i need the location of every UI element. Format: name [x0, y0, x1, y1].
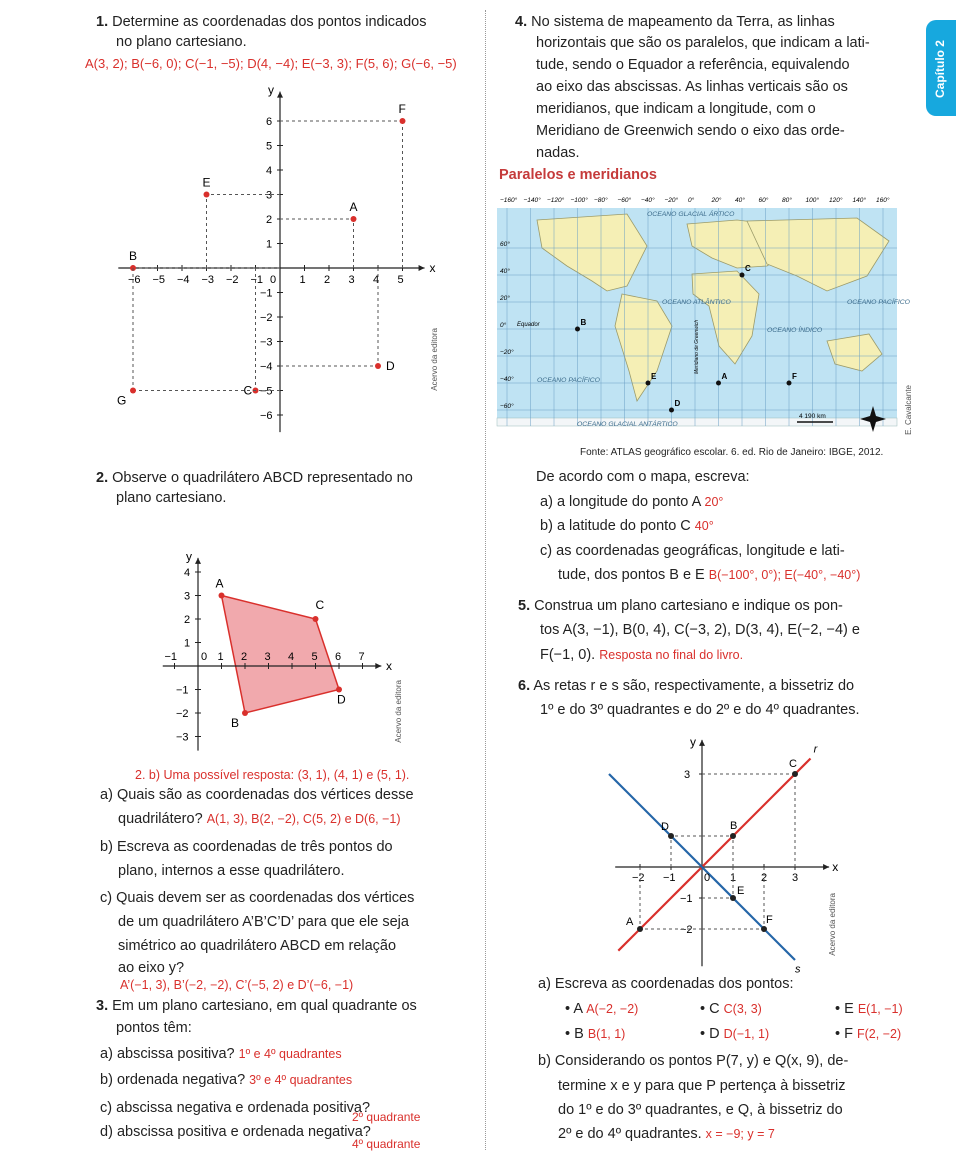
q3-d-letter: d) — [100, 1124, 113, 1140]
y-tick-label: 4 — [184, 567, 191, 579]
quadrilateral-abcd — [222, 596, 340, 714]
q2-b-line2: plano, internos a esse quadrilátero. — [118, 863, 345, 879]
longitude-label: 0° — [688, 197, 695, 204]
q6-b-line4: 2º e do 4º quadrantes. — [558, 1126, 702, 1142]
map-point-B — [575, 327, 580, 332]
q6-b-answer: x = −9; y = 7 — [705, 1127, 775, 1141]
ocean-label: OCEANO GLACIAL ANTÁRTICO — [577, 421, 678, 428]
latitude-label: 20° — [500, 295, 510, 302]
greenwich-label: Meridiano de Greenwich — [694, 319, 700, 374]
line-r-label: r — [813, 743, 818, 756]
point-F — [400, 118, 406, 124]
longitude-label: 160° — [876, 197, 890, 204]
vertex-label-A: A — [215, 576, 224, 591]
chapter-tab-label: Capítulo 2 — [933, 40, 947, 99]
q2-credit: Acervo da editora — [394, 680, 403, 743]
point-B — [730, 833, 736, 839]
q3-c-text: abscissa negativa e ordenada positiva? — [116, 1100, 371, 1116]
q3-a-answer: 1º e 4º quadrantes — [238, 1047, 342, 1061]
q6-a-answer-C: C(3, 3) — [723, 1002, 762, 1016]
x-arrow — [823, 864, 829, 870]
q6-b-line4-wrap — [558, 1124, 775, 1144]
y-tick-label: −4 — [260, 361, 273, 373]
point-A — [351, 216, 357, 222]
point-label-B: B — [730, 820, 738, 832]
point-label-C: C — [243, 383, 253, 398]
x-tick-label: −1 — [164, 651, 178, 663]
y-tick-label: −1 — [680, 893, 693, 905]
point-label-D: D — [661, 821, 669, 833]
map-point-label-E: E — [651, 372, 657, 381]
map-title: Paralelos e meridianos — [499, 167, 657, 183]
y-tick-label: −2 — [176, 708, 189, 720]
longitude-label: 60° — [758, 197, 769, 204]
column-divider — [485, 10, 486, 1150]
q6-b-line1: b) Considerando os pontos P(7, y) e Q(x, 9), de- — [538, 1053, 849, 1069]
point-E — [204, 192, 210, 198]
q6-line1: As retas r e s são, respectivamente, a bissetriz do — [533, 678, 855, 694]
q3-number: 3. — [96, 998, 109, 1014]
q3-item-d — [100, 1122, 371, 1142]
q4-line2: tude, sendo o Equador a referência, equivalendo — [536, 57, 850, 73]
q6-a-item-C: • C C(3, 3) — [700, 1001, 762, 1017]
y-arrow — [699, 740, 705, 746]
ocean-label: OCEANO PACÍFICO — [537, 377, 600, 384]
y-tick-label: −3 — [260, 336, 273, 349]
q1-credit: Acervo da editora — [430, 328, 439, 391]
q4-statement — [515, 12, 835, 32]
q5-line3: F(−1, 0). — [540, 647, 596, 663]
latitude-label: −60° — [500, 403, 514, 410]
point-label-F: F — [398, 102, 406, 116]
y-tick-label: 3 — [184, 590, 191, 603]
q2-line1: Observe o quadrilátero ABCD representado no — [112, 470, 413, 486]
q6-a-item-B: • B B(1, 1) — [565, 1026, 626, 1042]
q2-a — [100, 785, 414, 805]
q4-c-line1: as coordenadas geográficas, longitude e lati- — [556, 543, 845, 559]
x-tick-label: 3 — [264, 651, 271, 663]
q3-a-text: abscissa positiva? — [116, 1046, 235, 1062]
q2-c-answer: A’(−1, 3), B’(−2, −2), C’(−5, 2) e D’(−6, −1) — [120, 978, 354, 992]
q4-b-answer: 40° — [694, 519, 714, 533]
q4-c-letter: c) — [540, 543, 553, 559]
longitude-label: 40° — [735, 197, 745, 204]
q3-c-answer: 2º quadrante — [352, 1110, 421, 1124]
q6-a-item-D: • D D(−1, 1) — [700, 1026, 770, 1042]
x-tick-label: 2 — [241, 651, 248, 663]
q1-cartesian-plane — [117, 82, 440, 432]
q5-line2: tos A(3, −1), B(0, 4), C(−3, 2), D(3, 4), E(−2, −4) e — [540, 622, 860, 638]
vertex-B — [242, 710, 248, 716]
q5-answer: Resposta no final do livro. — [599, 648, 744, 662]
q3-statement — [96, 996, 417, 1016]
ocean-label: OCEANO GLACIAL ÁRTICO — [647, 211, 735, 218]
q4-line4: meridianos, que indicam a longitude, com o — [536, 101, 816, 117]
q1-statement — [96, 12, 427, 32]
y-tick-label: −2 — [680, 924, 693, 936]
map-point-label-D: D — [674, 399, 681, 408]
y-tick-label: 1 — [184, 637, 191, 650]
scale-label: 4 190 km — [799, 413, 826, 420]
antarctica — [497, 418, 897, 426]
q2-a-letter: a) — [100, 787, 113, 803]
ocean-label: OCEANO PACÍFICO — [847, 299, 910, 306]
q3-b-answer: 3º e 4º quadrantes — [249, 1073, 353, 1087]
map-source: Fonte: ATLAS geográfico escolar. 6. ed. Rio de Janeiro: IBGE, 2012. — [580, 447, 884, 458]
equator-label: Equador — [517, 322, 540, 328]
point-label-A: A — [626, 916, 634, 928]
latitude-label: −40° — [500, 376, 514, 383]
x-tick-label: −2 — [632, 872, 645, 884]
q2-b-line1: Escreva as coordenadas de três pontos do — [116, 839, 393, 855]
q6-a-item-E: • E E(1, −1) — [835, 1001, 903, 1017]
vertex-A — [219, 593, 225, 599]
q5-line1: Construa um plano cartesiano e indique os pon- — [534, 598, 843, 614]
x-tick-label: −5 — [152, 274, 166, 286]
latitude-label: −20° — [500, 349, 514, 356]
q2-c-line3: simétrico ao quadrilátero ABCD em relação — [118, 938, 397, 954]
x-tick-label: 5 — [397, 274, 404, 286]
q3-item-c — [100, 1098, 370, 1118]
q2-c-line1: Quais devem ser as coordenadas dos vértices — [116, 890, 415, 906]
map-credit: E. Cavalcante — [904, 385, 913, 435]
map-point-D — [669, 408, 674, 413]
q6-a-item-F: • F F(2, −2) — [835, 1026, 902, 1042]
q6-a-label-F: F — [844, 1026, 853, 1042]
point-label-G: G — [117, 393, 127, 408]
x-arrow — [419, 265, 425, 271]
longitude-label: −60° — [617, 197, 632, 204]
y-tick-label: 3 — [684, 769, 691, 781]
q2-number: 2. — [96, 470, 109, 486]
q2-c-letter: c) — [100, 890, 113, 906]
q3-line1: Em um plano cartesiano, em qual quadrante os — [112, 998, 417, 1014]
q4-c — [540, 541, 845, 561]
q1-line1: Determine as coordenadas dos pontos indicados — [112, 14, 427, 30]
longitude-label: 100° — [805, 197, 819, 204]
x-tick-label: 7 — [358, 651, 365, 663]
point-D — [375, 363, 381, 369]
q4-line5: Meridiano de Greenwich sendo o eixo das orde- — [536, 123, 845, 139]
x-tick-label: −3 — [201, 274, 215, 286]
point-label-A: A — [349, 200, 358, 214]
q2-c-line2: de um quadrilátero A’B’C’D’ para que ele seja — [118, 914, 409, 930]
y-axis-label: y — [186, 549, 192, 564]
line-s-label: s — [795, 963, 801, 976]
longitude-label: −100° — [570, 197, 588, 204]
q6-statement — [518, 676, 854, 696]
q2-a-line2-wrap — [118, 809, 401, 829]
q6-a-label-B: B — [574, 1026, 584, 1042]
q2-b — [100, 837, 393, 857]
longitude-label: −120° — [547, 197, 565, 204]
vertex-label-C: C — [315, 598, 325, 612]
q4-a — [540, 492, 723, 512]
point-D — [668, 833, 674, 839]
q6-a-label-A: A — [573, 1001, 583, 1017]
longitude-label: 140° — [852, 197, 866, 204]
q4-line1: horizontais que são os paralelos, que indicam a lati- — [536, 35, 870, 51]
q2-a-answer: A(1, 3), B(2, −2), C(5, 2) e D(6, −1) — [206, 812, 401, 826]
map-point-label-C: C — [745, 264, 751, 273]
y-tick-label: 1 — [266, 238, 273, 251]
x-tick-label: 4 — [288, 651, 295, 663]
latitude-label: 60° — [500, 241, 510, 248]
map-point-E — [646, 381, 651, 386]
q6-a-label-C: C — [709, 1001, 720, 1017]
x-tick-label: −4 — [177, 274, 190, 286]
q4-line0: No sistema de mapeamento da Terra, as linhas — [531, 14, 835, 30]
point-label-D: D — [386, 359, 395, 373]
y-tick-label: 2 — [184, 614, 191, 626]
y-tick-label: −3 — [176, 731, 189, 744]
q6-a-answer-D: D(−1, 1) — [723, 1027, 770, 1041]
origin-label: 0 — [704, 872, 711, 884]
longitude-label: −40° — [641, 197, 655, 204]
y-arrow — [277, 92, 283, 98]
y-tick-label: −2 — [260, 312, 273, 324]
point-label-E: E — [202, 175, 211, 190]
y-tick-label: 5 — [266, 140, 273, 153]
map-point-label-B: B — [580, 318, 587, 327]
q6-number: 6. — [518, 678, 531, 694]
longitude-label: 80° — [782, 197, 792, 204]
y-tick-label: −1 — [260, 287, 273, 300]
q4-a-text: a longitude do ponto A — [556, 494, 701, 510]
latitude-label: 40° — [500, 268, 510, 275]
q6-a-label-D: D — [709, 1026, 720, 1042]
q4-c-answer: B(−100°, 0°); E(−40°, −40°) — [708, 568, 861, 582]
x-tick-label: 6 — [335, 651, 342, 663]
longitude-label: 120° — [829, 197, 843, 204]
longitude-label: −80° — [594, 197, 608, 204]
q3-d-answer: 4º quadrante — [352, 1137, 421, 1151]
q6-bisector-plane — [606, 735, 846, 976]
q3-c-letter: c) — [100, 1100, 113, 1116]
x-axis-label: x — [429, 261, 436, 275]
x-axis-label: x — [832, 860, 839, 874]
x-tick-label: 1 — [217, 651, 224, 663]
x-tick-label: −2 — [226, 274, 239, 286]
q2-c-line4: ao eixo y? — [118, 960, 185, 976]
q3-a-letter: a) — [100, 1046, 113, 1062]
vertex-label-B: B — [231, 716, 240, 730]
y-tick-label: −5 — [260, 385, 273, 398]
q6-a-item-A: • A A(−2, −2) — [565, 1001, 639, 1017]
y-tick-label: 4 — [266, 165, 273, 177]
q3-line2: pontos têm: — [116, 1020, 192, 1036]
q4-line3: ao eixo das abscissas. As linhas verticais são os — [536, 79, 848, 95]
q2-a-line2: quadrilátero? — [118, 811, 203, 827]
y-tick-label: −6 — [260, 410, 273, 422]
x-tick-label: 3 — [792, 872, 799, 884]
q2-a-line1: Quais são as coordenadas dos vértices desse — [116, 787, 414, 803]
point-label-B: B — [129, 249, 138, 263]
x-arrow — [375, 663, 381, 669]
point-G — [130, 388, 136, 394]
y-tick-label: −1 — [176, 684, 189, 697]
q5-number: 5. — [518, 598, 531, 614]
q4-line6: nadas. — [536, 145, 580, 161]
q4-a-answer: 20° — [704, 495, 724, 509]
q4-a-letter: a) — [540, 494, 553, 510]
x-tick-label: 2 — [324, 274, 331, 286]
map-point-A — [716, 381, 721, 386]
q3-b-text: ordenada negativa? — [116, 1072, 246, 1088]
q3-item-b — [100, 1070, 352, 1090]
vertex-C — [313, 616, 319, 622]
q4-number: 4. — [515, 14, 528, 30]
q6-a-answer-F: F(2, −2) — [857, 1027, 902, 1041]
y-tick-label: 3 — [266, 189, 273, 202]
q6-a-label-E: E — [844, 1001, 854, 1017]
x-tick-label: −1 — [663, 872, 676, 884]
q4-intro: De acordo com o mapa, escreva: — [536, 469, 750, 485]
y-axis-label: y — [268, 83, 274, 98]
q2-b-letter: b) — [100, 839, 113, 855]
map-point-label-A: A — [721, 372, 728, 381]
q6-b-line2: termine x e y para que P pertença à bissetriz — [558, 1078, 846, 1094]
q3-item-a — [100, 1044, 342, 1064]
x-tick-label: 3 — [348, 274, 355, 286]
longitude-label: −140° — [523, 197, 541, 204]
q3-b-letter: b) — [100, 1072, 113, 1088]
q2-quadrilateral-plane — [160, 535, 400, 755]
longitude-label: −160° — [500, 197, 518, 204]
y-tick-label: 6 — [266, 116, 273, 128]
q6-a-intro: a) Escreva as coordenadas dos pontos: — [538, 976, 794, 992]
q6-b-line3: do 1º e do 3º quadrantes, e Q, à bissetriz do — [558, 1102, 843, 1118]
point-label-F: F — [766, 914, 773, 926]
q1-line2: no plano cartesiano. — [116, 34, 247, 50]
q4-b — [540, 516, 714, 536]
q5-statement — [518, 596, 843, 616]
q4-b-text: a latitude do ponto C — [556, 518, 691, 534]
line-r — [618, 759, 810, 951]
q6-credit: Acervo da editora — [828, 893, 837, 956]
q2-b-answer: 2. b) Uma possível resposta: (3, 1), (4, 1) e (5, 1). — [135, 768, 410, 782]
x-axis-label: x — [386, 659, 392, 673]
origin-label: 0 — [201, 651, 208, 663]
q3-d-text: abscissa positiva e ordenada negativa? — [116, 1124, 371, 1140]
q6-line2: 1º e do 3º quadrantes e do 2º e do 4º quadrantes. — [540, 702, 860, 718]
map-point-C — [740, 273, 745, 278]
point-F — [761, 926, 767, 932]
q2-line2: plano cartesiano. — [116, 490, 227, 506]
point-label-C: C — [789, 758, 797, 770]
point-C — [792, 771, 798, 777]
q6-a-answer-A: A(−2, −2) — [586, 1002, 639, 1016]
q4-c-line2: tude, dos pontos B e E — [558, 567, 705, 583]
q6-a-answer-B: B(1, 1) — [587, 1027, 626, 1041]
q4-b-letter: b) — [540, 518, 553, 534]
latitude-label: 0° — [500, 322, 507, 329]
q1-number: 1. — [96, 14, 109, 30]
x-tick-label: 1 — [730, 872, 737, 884]
q5-line3-wrap — [540, 645, 743, 665]
y-tick-label: 2 — [266, 214, 273, 226]
q2-c — [100, 888, 414, 908]
x-tick-label: 1 — [299, 274, 306, 286]
ocean-label: OCEANO ATLÂNTICO — [662, 299, 731, 306]
y-axis-label: y — [690, 735, 696, 750]
longitude-label: 20° — [711, 197, 722, 204]
vertex-label-D: D — [337, 692, 346, 707]
point-E — [730, 895, 736, 901]
x-tick-label: 2 — [761, 872, 768, 884]
chapter-tab — [926, 20, 956, 116]
y-arrow — [195, 558, 201, 564]
q6-a-answer-E: E(1, −1) — [857, 1002, 903, 1016]
map-point-F — [787, 381, 792, 386]
ocean-label: OCEANO ÍNDICO — [767, 327, 823, 334]
point-label-E: E — [737, 885, 745, 897]
q2-statement — [96, 468, 413, 488]
q1-answer: A(3, 2); B(−6, 0); C(−1, −5); D(4, −4); E(−3, 3); F(5, 6); G(−6, −5) — [85, 56, 457, 71]
point-A — [637, 926, 643, 932]
origin-label: 0 — [270, 274, 277, 286]
q4-c-line2-wrap — [558, 565, 860, 585]
x-tick-label: 5 — [311, 651, 318, 663]
longitude-label: −20° — [664, 197, 679, 204]
x-tick-label: 4 — [373, 274, 380, 286]
x-tick-label: −1 — [250, 274, 264, 286]
map-point-label-F: F — [792, 372, 797, 381]
x-tick-label: −6 — [128, 274, 141, 286]
